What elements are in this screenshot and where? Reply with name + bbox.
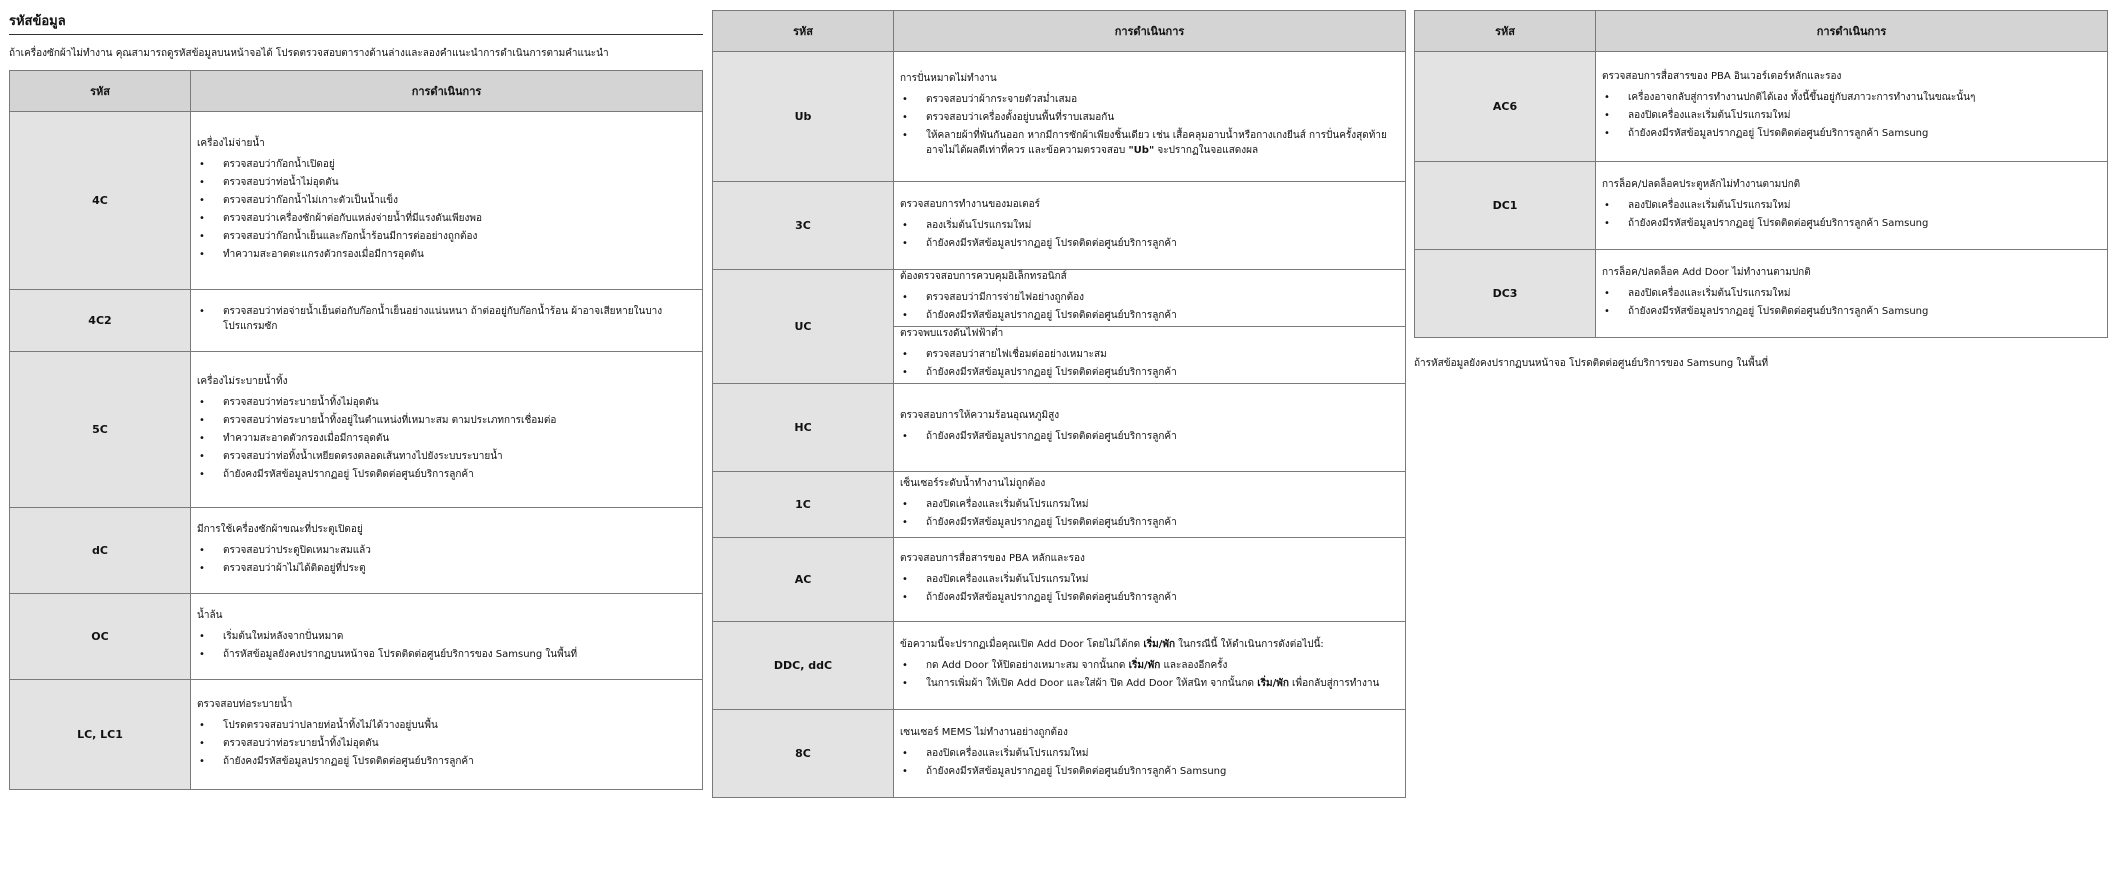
action-cell (191, 594, 703, 680)
action-item: • ลองเริ่มต้นโปรแกรมใหม่ (926, 218, 1395, 233)
action-item: • ตรวจสอบว่าสายไฟเชื่อมต่ออย่างเหมาะสม (926, 347, 1395, 362)
action-item: • ลองปิดเครื่องและเริ่มต้นโปรแกรมใหม่ (1628, 108, 2097, 123)
action-list (197, 157, 692, 262)
action-cell (191, 508, 703, 594)
table-row (713, 622, 1406, 710)
action-lead: เซนเซอร์ MEMS ไม่ทำงานอย่างถูกต้อง (900, 726, 1068, 738)
action-item: • กด Add Door ให้ปิดอย่างเหมาะสม จากนั้นกด เริ่ม/พัก และลองอีกครั้ง (926, 658, 1395, 673)
action-item: • ตรวจสอบว่าก๊อกน้ำเย็นและก๊อกน้ำร้อนมีการต่ออย่างถูกต้อง (223, 229, 692, 244)
action-item: • ตรวจสอบว่าก๊อกน้ำเปิดอยู่ (223, 157, 692, 172)
table-row (10, 352, 703, 508)
action-lead: เซ็นเซอร์ระดับน้ำทำงานไม่ถูกต้อง (900, 477, 1046, 489)
action-header: การดำเนินการ (894, 11, 1406, 52)
action-item: • ถ้ายังคงมีรหัสข้อมูลปรากฏอยู่ โปรดติดต่อศูนย์บริการลูกค้า (926, 236, 1395, 251)
table-row (713, 182, 1406, 270)
action-item: • ตรวจสอบว่าเครื่องตั้งอยู่บนพื้นที่ราบเสมอกัน (926, 110, 1395, 125)
action-item: • ตรวจสอบว่าท่อระบายน้ำทิ้งอยู่ในตำแหน่งที่เหมาะสม ตามประเภทการเชื่อมต่อ (223, 413, 692, 428)
column-1 (9, 10, 703, 790)
action-lead: ตรวจสอบการสื่อสารของ PBA หลักและรอง (900, 552, 1085, 564)
bold-keyword: "Ub" (1128, 145, 1155, 156)
intro-text: ถ้าเครื่องซักผ้าไม่ทำงาน คุณสามารถดูรหัสข้อมูลบนหน้าจอได้ โปรดตรวจสอบตารางด้านล่างและลองคำแนะนำการดำเนินการตามคำแนะนำ (9, 48, 609, 59)
action-list (197, 543, 692, 576)
action-item: • ถ้ายังคงมีรหัสข้อมูลปรากฏอยู่ โปรดติดต่อศูนย์บริการลูกค้า (926, 365, 1395, 380)
info-code: LC, LC1 (10, 680, 191, 790)
action-item: • เริ่มต้นใหม่หลังจากปั่นหมาด (223, 629, 692, 644)
action-lead: ต้องตรวจสอบการควบคุมอิเล็กทรอนิกส์ (900, 271, 1067, 282)
bold-keyword: เริ่ม/พัก (1257, 677, 1289, 689)
table-row (10, 112, 703, 290)
action-list (900, 290, 1395, 323)
info-code: AC6 (1415, 52, 1596, 162)
code-header: รหัส (10, 71, 191, 112)
info-code: Ub (713, 52, 894, 182)
code-header: รหัส (1415, 11, 1596, 52)
action-item: • ถ้ายังคงมีรหัสข้อมูลปรากฏอยู่ โปรดติดต่อศูนย์บริการลูกค้า (223, 754, 692, 769)
action-list (197, 304, 692, 334)
info-code: dC (10, 508, 191, 594)
table-row (10, 508, 703, 594)
table-row (713, 52, 1406, 182)
table-row (10, 680, 703, 790)
footer-note: ถ้ารหัสข้อมูลยังคงปรากฏบนหน้าจอ โปรดติดต่อศูนย์บริการของ Samsung ในพื้นที่ (1414, 358, 1769, 369)
info-code: DC3 (1415, 250, 1596, 338)
bold-keyword: เริ่ม/พัก (1128, 659, 1161, 671)
info-code-table-2 (712, 10, 1406, 798)
table-row (1415, 162, 2108, 250)
action-item: • เครื่องอาจกลับสู่การทำงานปกติได้เอง ทั้งนี้ขึ้นอยู่กับสภาวะการทำงานในขณะนั้นๆ (1628, 90, 2097, 105)
column-2 (712, 10, 1406, 798)
action-item: • ตรวจสอบว่าผ้ากระจายตัวสม่ำเสมอ (926, 92, 1395, 107)
info-code: AC (713, 538, 894, 622)
action-lead: ตรวจพบแรงดันไฟฟ้าต่ำ (900, 328, 1004, 339)
table-row (713, 538, 1406, 622)
action-list (900, 658, 1395, 691)
action-lead: ตรวจสอบท่อระบายน้ำ (197, 698, 293, 710)
action-list (900, 92, 1395, 158)
action-lead: เครื่องไม่จ่ายน้ำ (197, 137, 265, 149)
action-lead: ตรวจสอบการทำงานของมอเตอร์ (900, 198, 1040, 210)
page-title: รหัสข้อมูล (9, 10, 703, 35)
action-item: • ลองปิดเครื่องและเริ่มต้นโปรแกรมใหม่ (1628, 286, 2097, 301)
info-code-table-3 (1414, 10, 2108, 338)
action-cell (894, 384, 1406, 472)
table-row (713, 384, 1406, 472)
action-item: • ทำความสะอาดตัวกรองเมื่อมีการอุดตัน (223, 431, 692, 446)
action-cell (1596, 52, 2108, 162)
info-code-table-1 (9, 70, 703, 790)
info-code: DDC, ddC (713, 622, 894, 710)
info-code: DC1 (1415, 162, 1596, 250)
table-row (713, 472, 1406, 538)
action-cell (894, 622, 1406, 710)
info-code: 8C (713, 710, 894, 798)
action-item: • ตรวจสอบว่าท่อทิ้งน้ำเหยียดตรงตลอดเส้นทางไปยังระบบระบายน้ำ (223, 449, 692, 464)
table-row (10, 290, 703, 352)
info-code: HC (713, 384, 894, 472)
action-header: การดำเนินการ (191, 71, 703, 112)
action-item: • ในการเพิ่มผ้า ให้เปิด Add Door และใส่ผ้า ปิด Add Door ให้สนิท จากนั้นกด เริ่ม/พัก เพื่อกลับสู่การทำงาน (926, 676, 1395, 691)
action-item: • ตรวจสอบว่าเครื่องซักผ้าต่อกับแหล่งจ่ายน้ำที่มีแรงดันเพียงพอ (223, 211, 692, 226)
action-cell (894, 182, 1406, 270)
info-code: 3C (713, 182, 894, 270)
action-item: • ถ้ายังคงมีรหัสข้อมูลปรากฏอยู่ โปรดติดต่อศูนย์บริการลูกค้า (926, 590, 1395, 605)
code-header: รหัส (713, 11, 894, 52)
action-cell (191, 112, 703, 290)
action-item: • ถ้ารหัสข้อมูลยังคงปรากฏบนหน้าจอ โปรดติดต่อศูนย์บริการของ Samsung ในพื้นที่ (223, 647, 692, 662)
info-code: UC (713, 270, 894, 384)
action-cell (894, 270, 1406, 327)
info-code: 4C (10, 112, 191, 290)
action-item: • ถ้ายังคงมีรหัสข้อมูลปรากฏอยู่ โปรดติดต่อศูนย์บริการลูกค้า (223, 467, 692, 482)
action-lead: มีการใช้เครื่องซักผ้าขณะที่ประตูเปิดอยู่ (197, 523, 363, 535)
action-item: • โปรดตรวจสอบว่าปลายท่อน้ำทิ้งไม่ได้วางอยู่บนพื้น (223, 718, 692, 733)
action-lead: น้ำล้น (197, 609, 223, 621)
action-list (900, 572, 1395, 605)
action-cell (1596, 162, 2108, 250)
table-row (713, 270, 1406, 327)
action-item: • ถ้ายังคงมีรหัสข้อมูลปรากฏอยู่ โปรดติดต่อศูนย์บริการลูกค้า Samsung (1628, 126, 2097, 141)
bold-keyword: เริ่ม/พัก (1143, 638, 1175, 650)
action-cell (894, 327, 1406, 384)
action-list (1602, 198, 2097, 231)
action-list (900, 746, 1395, 779)
table-row (10, 594, 703, 680)
action-lead: การปั่นหมาดไม่ทำงาน (900, 73, 997, 84)
action-cell (894, 538, 1406, 622)
action-item: • ตรวจสอบว่าท่อระบายน้ำทิ้งไม่อุดตัน (223, 395, 692, 410)
action-item: • ถ้ายังคงมีรหัสข้อมูลปรากฏอยู่ โปรดติดต่อศูนย์บริการลูกค้า Samsung (1628, 304, 2097, 319)
action-list (900, 347, 1395, 380)
action-lead: การล็อค/ปลดล็อคประตูหลักไม่ทำงานตามปกติ (1602, 178, 1801, 190)
table-row (713, 710, 1406, 798)
table-row (1415, 250, 2108, 338)
action-cell (1596, 250, 2108, 338)
action-item: • ลองปิดเครื่องและเริ่มต้นโปรแกรมใหม่ (926, 497, 1395, 512)
action-list (900, 429, 1395, 444)
action-item: • ถ้ายังคงมีรหัสข้อมูลปรากฏอยู่ โปรดติดต่อศูนย์บริการลูกค้า Samsung (926, 764, 1395, 779)
action-cell (191, 352, 703, 508)
action-lead: เครื่องไม่ระบายน้ำทิ้ง (197, 375, 288, 387)
action-item: • ให้คลายผ้าที่พันกันออก หากมีการซักผ้าเพียงชิ้นเดียว เช่น เสื้อคลุมอาบน้ำหรือกางเกงยีนส์ การปั่นครั้งสุดท้ายอาจไม่ได้ผลดีเท่าที่ควร และข้อความตรวจสอบ "Ub" จะปรากฏในจอแสดงผล (926, 128, 1395, 158)
column-3 (1414, 10, 2108, 381)
action-lead: ตรวจสอบการให้ความร้อนอุณหภูมิสูง (900, 409, 1060, 421)
action-item: • ตรวจสอบว่าท่อน้ำไม่อุดตัน (223, 175, 692, 190)
action-cell (191, 680, 703, 790)
action-list (900, 497, 1395, 530)
action-item: • ถ้ายังคงมีรหัสข้อมูลปรากฏอยู่ โปรดติดต่อศูนย์บริการลูกค้า (926, 515, 1395, 530)
action-item: • ตรวจสอบว่ามีการจ่ายไฟอย่างถูกต้อง (926, 290, 1395, 305)
action-item: • ถ้ายังคงมีรหัสข้อมูลปรากฏอยู่ โปรดติดต่อศูนย์บริการลูกค้า Samsung (1628, 216, 2097, 231)
action-lead: การล็อค/ปลดล็อค Add Door ไม่ทำงานตามปกติ (1602, 266, 1811, 278)
info-code: 4C2 (10, 290, 191, 352)
action-list (197, 395, 692, 482)
info-code: 5C (10, 352, 191, 508)
action-item: • ตรวจสอบว่าท่อจ่ายน้ำเย็นต่อกับก๊อกน้ำเย็นอย่างแน่นหนา ถ้าต่ออยู่กับก๊อกน้ำร้อน ผ้าอาจเสียหายในบางโปรแกรมซัก (223, 304, 692, 334)
action-item: • ทำความสะอาดตะแกรงตัวกรองเมื่อมีการอุดตัน (223, 247, 692, 262)
action-list (197, 718, 692, 769)
action-cell (894, 472, 1406, 538)
action-list (197, 629, 692, 662)
action-cell (191, 290, 703, 352)
action-item: • ลองปิดเครื่องและเริ่มต้นโปรแกรมใหม่ (926, 746, 1395, 761)
action-item: • ตรวจสอบว่าท่อระบายน้ำทิ้งไม่อุดตัน (223, 736, 692, 751)
action-item: • ถ้ายังคงมีรหัสข้อมูลปรากฏอยู่ โปรดติดต่อศูนย์บริการลูกค้า (926, 429, 1395, 444)
action-list (1602, 90, 2097, 141)
action-list (1602, 286, 2097, 319)
info-code: 1C (713, 472, 894, 538)
action-lead: ข้อความนี้จะปรากฏเมื่อคุณเปิด Add Door โดยไม่ได้กด เริ่ม/พัก ในกรณีนี้ ให้ดำเนินการดังต่อไปนี้: (900, 638, 1324, 650)
action-item: • ลองปิดเครื่องและเริ่มต้นโปรแกรมใหม่ (1628, 198, 2097, 213)
table-row (1415, 52, 2108, 162)
action-cell (894, 52, 1406, 182)
action-item: • ตรวจสอบว่าผ้าไม่ได้ติดอยู่ที่ประตู (223, 561, 692, 576)
info-code: OC (10, 594, 191, 680)
action-header: การดำเนินการ (1596, 11, 2108, 52)
action-item: • ลองปิดเครื่องและเริ่มต้นโปรแกรมใหม่ (926, 572, 1395, 587)
action-cell (894, 710, 1406, 798)
action-item: • ตรวจสอบว่าก๊อกน้ำไม่เกาะตัวเป็นน้ำแข็ง (223, 193, 692, 208)
action-lead: ตรวจสอบการสื่อสารของ PBA อินเวอร์เตอร์หลักและรอง (1602, 70, 1842, 82)
action-list (900, 218, 1395, 251)
action-item: • ตรวจสอบว่าประตูปิดเหมาะสมแล้ว (223, 543, 692, 558)
action-item: • ถ้ายังคงมีรหัสข้อมูลปรากฏอยู่ โปรดติดต่อศูนย์บริการลูกค้า (926, 308, 1395, 323)
